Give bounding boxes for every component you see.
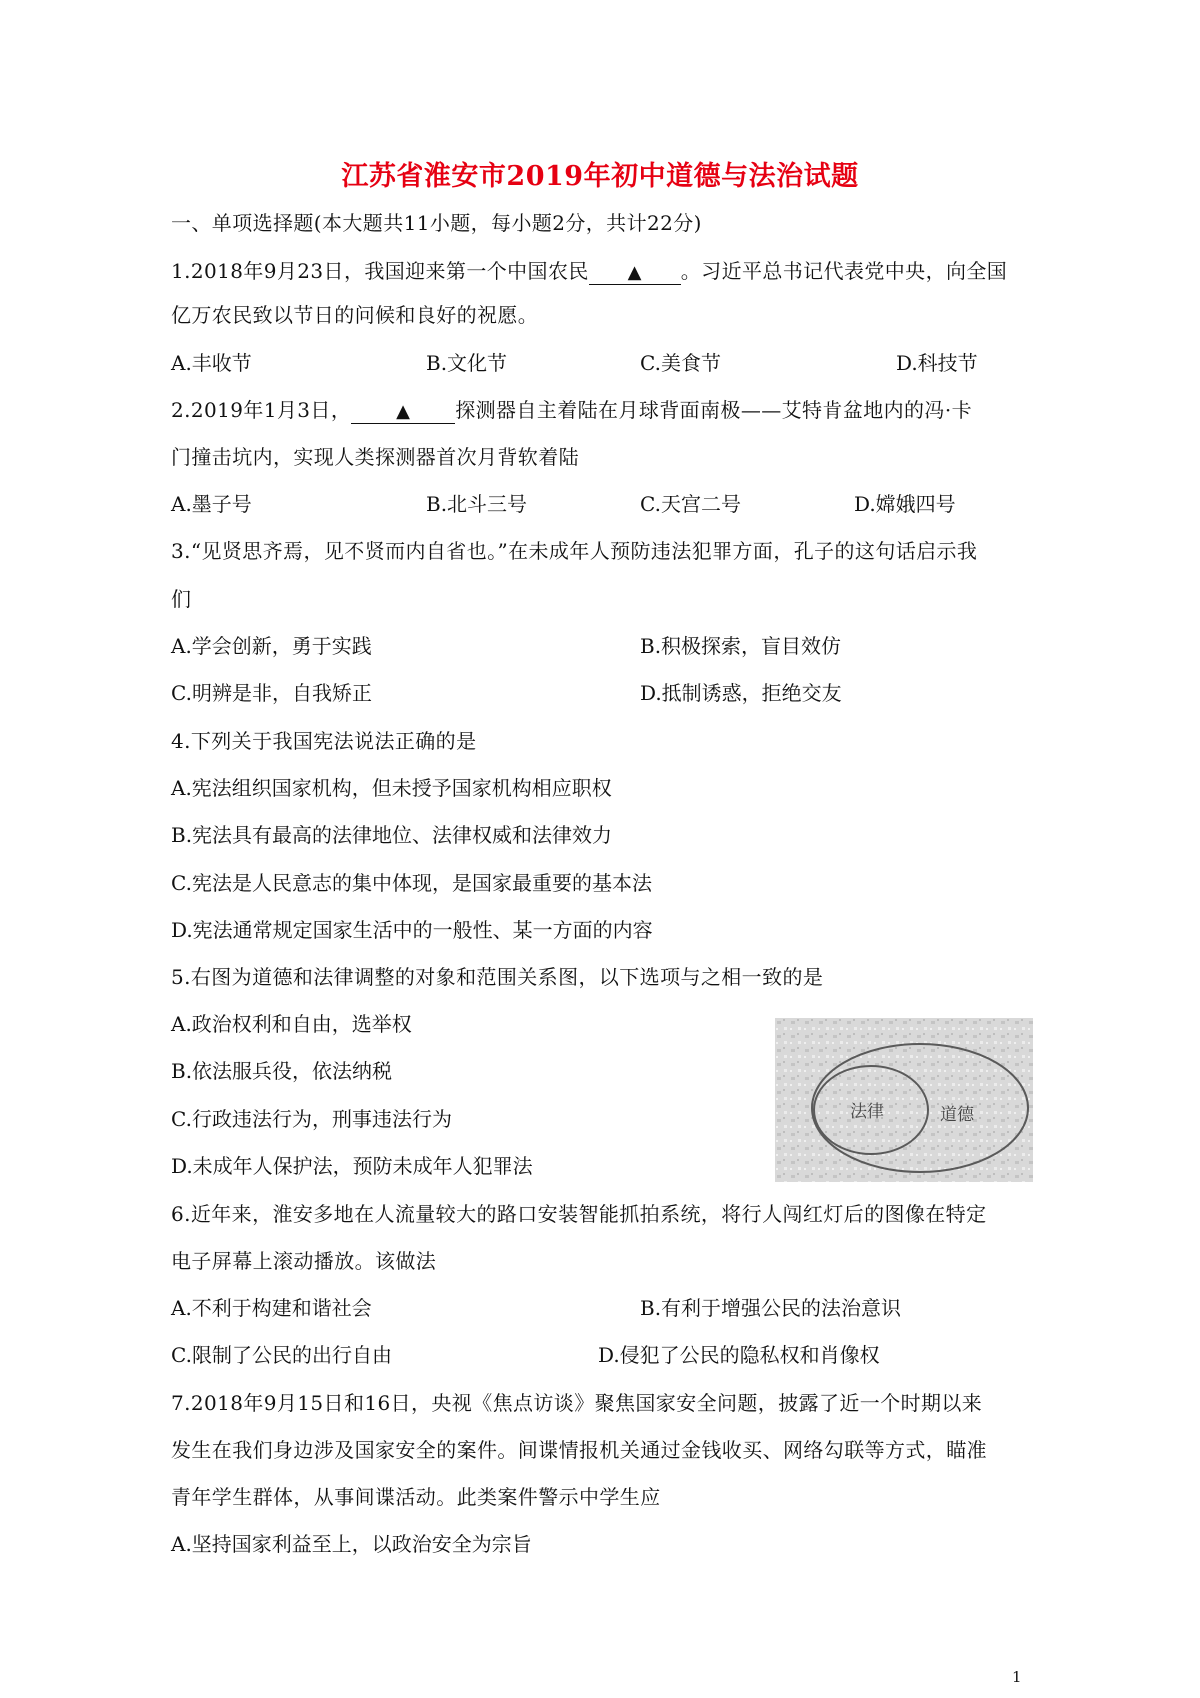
question-3-option-c: C.明辨是非，自我矫正 — [171, 681, 372, 705]
question-2-stem-before: 2.2019年1月3日， — [171, 398, 352, 422]
question-4-option-c: C.宪法是人民意志的集中体现，是国家最重要的基本法 — [171, 871, 652, 895]
law-morality-diagram-svg — [775, 1018, 1033, 1182]
question-2-stem-line2: 门撞击坑内，实现人类探测器首次月背软着陆 — [171, 445, 579, 469]
question-1-option-d: D.科技节 — [896, 351, 978, 375]
question-3-option-d: D.抵制诱惑，拒绝交友 — [640, 681, 842, 705]
question-4-stem: 4.下列关于我国宪法说法正确的是 — [171, 729, 477, 753]
question-7-stem-line3: 青年学生群体，从事间谍活动。此类案件警示中学生应 — [171, 1485, 661, 1509]
question-7-stem: 7.2018年9月15日和16日，央视《焦点访谈》聚焦国家安全问题，披露了近一个时期以来 — [171, 1391, 983, 1415]
law-morality-diagram — [775, 1018, 1033, 1182]
question-4-option-b: B.宪法具有最高的法律地位、法律权威和法律效力 — [171, 823, 613, 847]
question-6-option-a: A.不利于构建和谐社会 — [171, 1296, 372, 1320]
question-5-option-b: B.依法服兵役，依法纳税 — [171, 1059, 393, 1083]
question-6-stem: 6.近年来，淮安多地在人流量较大的路口安装智能抓拍系统，将行人闯红灯后的图像在特定 — [171, 1202, 987, 1226]
page-number: 1 — [1012, 1668, 1022, 1686]
question-1-option-a: A.丰收节 — [171, 351, 252, 375]
morality-label: 道德 — [940, 1105, 974, 1125]
question-1-stem — [171, 258, 1007, 285]
question-1-option-b: B.文化节 — [426, 351, 508, 375]
question-2-stem — [171, 397, 972, 424]
question-6-option-d: D.侵犯了公民的隐私权和肖像权 — [598, 1343, 880, 1367]
question-2-option-a: A.墨子号 — [171, 492, 252, 516]
question-7-option-a: A.坚持国家利益至上，以政治安全为宗旨 — [171, 1532, 532, 1556]
question-4-option-a: A.宪法组织国家机构，但未授予国家机构相应职权 — [171, 776, 612, 800]
blank-triangle-icon: ▲ — [396, 401, 411, 422]
question-1-blank — [589, 260, 681, 285]
question-6-option-b: B.有利于增强公民的法治意识 — [640, 1296, 902, 1320]
page-title: 江苏省淮安市2019年初中道德与法治试题 — [341, 161, 859, 192]
question-5-option-a: A.政治权利和自由，选举权 — [171, 1012, 412, 1036]
blank-triangle-icon: ▲ — [627, 262, 642, 283]
question-5-option-d: D.未成年人保护法，预防未成年人犯罪法 — [171, 1154, 533, 1178]
question-5-option-c: C.行政违法行为，刑事违法行为 — [171, 1107, 452, 1131]
question-3-stem: 3.“见贤思齐焉，见不贤而内自省也。”在未成年人预防违法犯罪方面，孔子的这句话启示我 — [171, 539, 978, 563]
question-5-stem: 5.右图为道德和法律调整的对象和范围关系图，以下选项与之相一致的是 — [171, 965, 824, 989]
question-1-stem-before: 1.2018年9月23日，我国迎来第一个中国农民 — [171, 259, 589, 283]
question-2-option-b: B.北斗三号 — [426, 492, 528, 516]
question-6-stem-line2: 电子屏幕上滚动播放。该做法 — [171, 1249, 437, 1273]
section-heading: 一、单项选择题(本大题共11小题，每小题2分，共计22分) — [171, 211, 702, 235]
question-2-option-d: D.嫦娥四号 — [854, 492, 956, 516]
question-4-option-d: D.宪法通常规定国家生活中的一般性、某一方面的内容 — [171, 918, 653, 942]
question-3-option-a: A.学会创新，勇于实践 — [171, 634, 372, 658]
law-label: 法律 — [850, 1102, 884, 1122]
question-2-option-c: C.天宫二号 — [640, 492, 741, 516]
question-1-stem-line2: 亿万农民致以节日的问候和良好的祝愿。 — [171, 303, 539, 327]
question-3-stem-line2: 们 — [171, 587, 192, 611]
question-7-stem-line2: 发生在我们身边涉及国家安全的案件。间谍情报机关通过金钱收买、网络勾联等方式，瞄准 — [171, 1438, 987, 1462]
question-6-option-c: C.限制了公民的出行自由 — [171, 1343, 392, 1367]
question-1-option-c: C.美食节 — [640, 351, 721, 375]
question-2-stem-after: 探测器自主着陆在月球背面南极——艾特肯盆地内的冯·卡 — [455, 398, 972, 422]
question-1-stem-after: 。习近平总书记代表党中央，向全国 — [680, 259, 1008, 283]
question-2-blank — [351, 399, 455, 424]
question-3-option-b: B.积极探索，盲目效仿 — [640, 634, 842, 658]
